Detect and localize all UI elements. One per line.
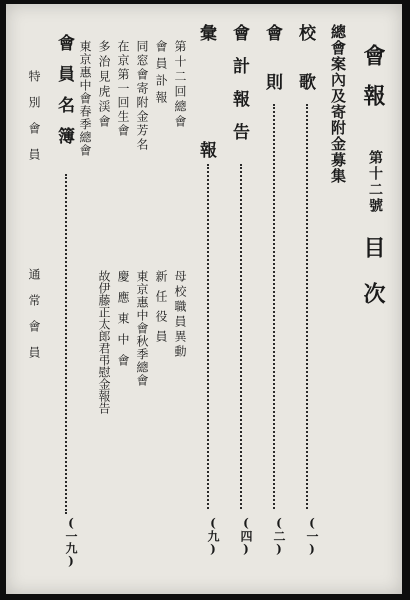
page-number: (四) xyxy=(239,516,253,556)
leader-dots xyxy=(306,104,308,509)
toc-entry-title: 會計報告 xyxy=(229,24,249,156)
leader-dots xyxy=(240,164,242,509)
toc-entry-title: 彙報 xyxy=(196,24,216,258)
issue-number: 第十二號 xyxy=(367,150,383,214)
huibao-item: 第十二回總會 xyxy=(173,40,187,130)
toc-heading: 目次 xyxy=(360,236,386,328)
toc-entry-title: 總會案內及寄附金募集 xyxy=(329,24,347,184)
publication-title: 會報 xyxy=(360,44,386,124)
document-page xyxy=(6,4,402,594)
huibao-item: 同窓會寄附金芳名 xyxy=(135,40,149,152)
toc-entry-title: 會則 xyxy=(262,24,282,122)
huibao-item: 多治見虎渓會 xyxy=(97,40,111,130)
huibao-item: 新任役員 xyxy=(154,270,168,350)
huibao-item: 東京惠中會春季總會 xyxy=(78,40,92,157)
huibao-item: 慶應東中會 xyxy=(116,270,130,375)
toc-entry-title: 校歌 xyxy=(295,24,315,122)
membership-item: 特別會員 xyxy=(27,70,41,174)
toc-entry-title: 會員名簿 xyxy=(54,34,74,158)
huibao-item: 會員訃報 xyxy=(154,40,168,108)
leader-dots xyxy=(65,174,67,514)
page-number: (九) xyxy=(206,516,220,556)
huibao-item: 故伊藤正太郎君弔慰金報告 xyxy=(97,270,111,414)
page-number: (一九) xyxy=(64,516,78,568)
huibao-item: 在京第一回生會 xyxy=(116,40,130,138)
leader-dots xyxy=(207,164,209,509)
leader-dots xyxy=(273,104,275,509)
membership-item: 通常會員 xyxy=(27,268,41,372)
page-number: (一) xyxy=(305,516,319,556)
huibao-item: 東京惠中會秋季總會 xyxy=(135,270,149,387)
page-number: (二) xyxy=(272,516,286,556)
huibao-item: 母校職員異動 xyxy=(173,270,187,360)
